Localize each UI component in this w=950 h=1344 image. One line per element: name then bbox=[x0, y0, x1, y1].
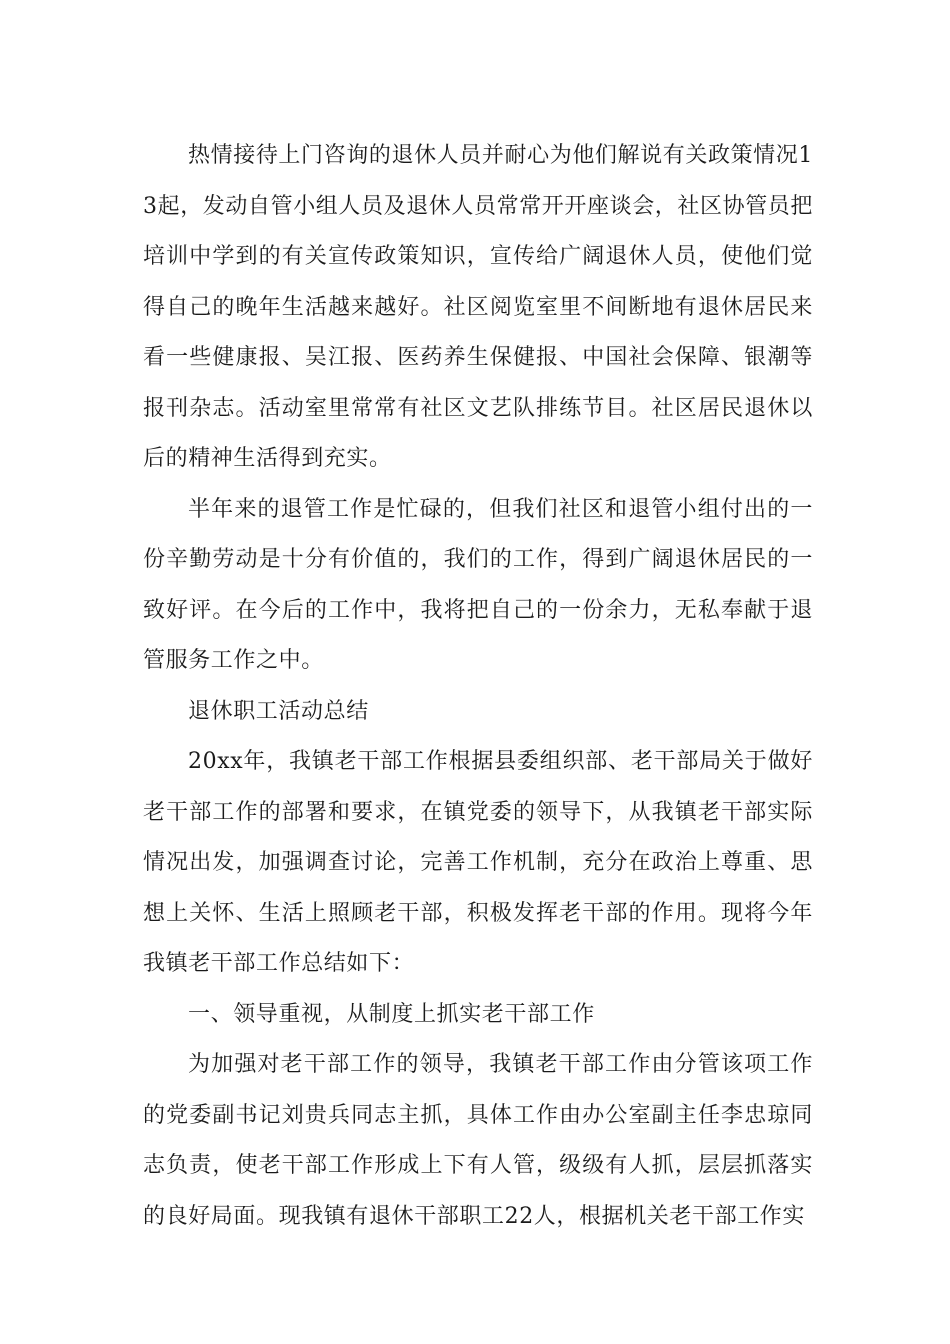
section-heading-leadership: 一、领导重视，从制度上抓实老干部工作 bbox=[188, 1001, 595, 1027]
paragraph-half-year-summary: 半年来的退管工作是忙碌的，但我们社区和退管小组付出的一份辛勤劳动是十分有价值的，我们的工作，得到广阔退休居民的一致好评。在今后的工作中，我将把自己的一份余力，无私奉献于退管服务工作之中。 bbox=[143, 496, 813, 673]
document-body bbox=[143, 131, 813, 1242]
paragraph-annual-overview: 20xx年，我镇老干部工作根据县委组织部、老干部局关于做好老干部工作的部署和要求，在镇党委的领导下，从我镇老干部实际情况出发，加强调查讨论，完善工作机制，充分在政治上尊重、思想上关怀、生活上照顾老干部，积极发挥老干部的作用。现将今年我镇老干部工作总结如下： bbox=[143, 749, 813, 976]
section-title: 退休职工活动总结 bbox=[188, 698, 369, 724]
paragraph-retiree-service: 热情接待上门咨询的退休人员并耐心为他们解说有关政策情况13起，发动自管小组人员及退休人员常常开开座谈会，社区协管员把培训中学到的有关宣传政策知识，宣传给广阔退休人员，使他们觉得自己的晚年生活越来越好。社区阅览室里不间断地有退休居民来看一些健康报、吴江报、医药养生保健报、中国社会保障、银潮等报刊杂志。活动室里常常有社区文艺队排练节目。社区居民退休以后的精神生活得到充实。 bbox=[143, 143, 813, 471]
paragraph-leadership-detail: 为加强对老干部工作的领导，我镇老干部工作由分管该项工作的党委副书记刘贵兵同志主抓，具体工作由办公室副主任李忠琼同志负责，使老干部工作形成上下有人管，级级有人抓，层层抓落实的良好局面。现我镇有退休干部职工22人，根据机关老干部工作实 bbox=[143, 1052, 813, 1229]
